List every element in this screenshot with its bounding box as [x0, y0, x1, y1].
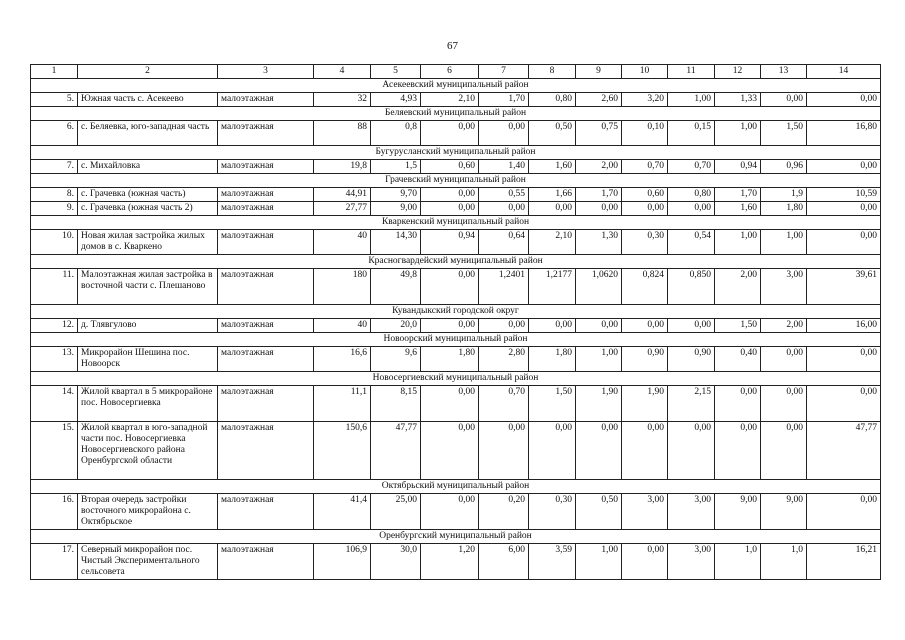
value-cell: 1,50: [529, 386, 576, 422]
value-cell: 3,00: [761, 269, 807, 305]
value-cell: 1,30: [576, 230, 622, 255]
value-cell: 1,00: [668, 93, 715, 107]
table-row: [31, 494, 881, 530]
row-number-cell: 7.: [31, 160, 78, 174]
row-number-cell: 5.: [31, 93, 78, 107]
value-cell: 0,00: [622, 319, 668, 333]
value-cell: 0,00: [529, 422, 576, 480]
column-number-cell: 3: [218, 65, 314, 79]
table-row: [31, 269, 881, 305]
row-number-cell: 8.: [31, 188, 78, 202]
value-cell: 10,59: [807, 188, 881, 202]
row-number-cell: 13.: [31, 347, 78, 372]
building-type-cell: малоэтажная: [218, 269, 314, 305]
table-row: [31, 121, 881, 146]
column-number-cell: 2: [78, 65, 218, 79]
object-name-cell: Вторая очередь застройки восточного микрорайона с. Октябрьское: [78, 494, 218, 530]
value-cell: 1,50: [715, 319, 761, 333]
value-cell: 0,00: [421, 422, 479, 480]
value-cell: 1,80: [421, 347, 479, 372]
value-cell: 20,0: [371, 319, 421, 333]
column-number-cell: 9: [576, 65, 622, 79]
object-name-cell: Новая жилая застройка жилых домов в с. Кваркено: [78, 230, 218, 255]
value-cell: 0,00: [807, 386, 881, 422]
section-title: Октябрьский муниципальный район: [31, 480, 881, 494]
value-cell: 0,70: [668, 160, 715, 174]
building-type-cell: малоэтажная: [218, 230, 314, 255]
table-row: [31, 422, 881, 480]
row-number-cell: 17.: [31, 544, 78, 580]
value-cell: 0,20: [479, 494, 529, 530]
object-name-cell: Южная часть с. Асекеево: [78, 93, 218, 107]
building-type-cell: малоэтажная: [218, 319, 314, 333]
value-cell: 40: [314, 319, 371, 333]
table-row: [31, 347, 881, 372]
value-cell: 0,00: [622, 422, 668, 480]
value-cell: 88: [314, 121, 371, 146]
value-cell: 2,00: [715, 269, 761, 305]
value-cell: 0,00: [576, 202, 622, 216]
row-number-cell: 9.: [31, 202, 78, 216]
value-cell: 25,00: [371, 494, 421, 530]
value-cell: 30,0: [371, 544, 421, 580]
section-row: [31, 255, 881, 269]
value-cell: 0,00: [421, 494, 479, 530]
column-number-cell: 14: [807, 65, 881, 79]
value-cell: 0,00: [761, 386, 807, 422]
column-number-cell: 12: [715, 65, 761, 79]
row-number-cell: 12.: [31, 319, 78, 333]
table-row: [31, 319, 881, 333]
value-cell: 1,5: [371, 160, 421, 174]
section-row: [31, 305, 881, 319]
value-cell: 0,00: [807, 202, 881, 216]
value-cell: 0,00: [668, 202, 715, 216]
value-cell: 0,00: [807, 347, 881, 372]
value-cell: 16,6: [314, 347, 371, 372]
object-name-cell: Жилой квартал в 5 микрорайоне пос. Новосергиевка: [78, 386, 218, 422]
column-number-cell: 8: [529, 65, 576, 79]
value-cell: 19,8: [314, 160, 371, 174]
object-name-cell: Северный микрорайон пос. Чистый Экспериментального сельсовета: [78, 544, 218, 580]
value-cell: 4,93: [371, 93, 421, 107]
value-cell: 0,00: [761, 422, 807, 480]
value-cell: 0,00: [479, 202, 529, 216]
row-number-cell: 10.: [31, 230, 78, 255]
value-cell: 1,0620: [576, 269, 622, 305]
column-number-cell: 7: [479, 65, 529, 79]
value-cell: 1,60: [715, 202, 761, 216]
value-cell: 0,00: [807, 230, 881, 255]
table-row: [31, 386, 881, 422]
column-number-row: [31, 65, 881, 79]
building-type-cell: малоэтажная: [218, 347, 314, 372]
section-row: [31, 480, 881, 494]
value-cell: 1,80: [761, 202, 807, 216]
value-cell: 0,70: [622, 160, 668, 174]
value-cell: 0,54: [668, 230, 715, 255]
value-cell: 0,30: [529, 494, 576, 530]
value-cell: 1,60: [529, 160, 576, 174]
value-cell: 2,10: [529, 230, 576, 255]
value-cell: 0,94: [421, 230, 479, 255]
building-type-cell: малоэтажная: [218, 160, 314, 174]
value-cell: 0,60: [421, 160, 479, 174]
value-cell: 1,00: [715, 121, 761, 146]
object-name-cell: с. Михайловка: [78, 160, 218, 174]
object-name-cell: Малоэтажная жилая застройка в восточной части с. Плешаново: [78, 269, 218, 305]
value-cell: 0,00: [622, 202, 668, 216]
value-cell: 9,00: [761, 494, 807, 530]
table-row: [31, 544, 881, 580]
value-cell: 106,9: [314, 544, 371, 580]
table-row: [31, 188, 881, 202]
section-row: [31, 174, 881, 188]
section-row: [31, 107, 881, 121]
value-cell: 0,90: [622, 347, 668, 372]
value-cell: 3,59: [529, 544, 576, 580]
section-title: Асекеевский муниципальный район: [31, 79, 881, 93]
value-cell: 1,80: [529, 347, 576, 372]
value-cell: 0,55: [479, 188, 529, 202]
value-cell: 16,80: [807, 121, 881, 146]
section-title: Беляевский муниципальный район: [31, 107, 881, 121]
section-row: [31, 216, 881, 230]
value-cell: 9,6: [371, 347, 421, 372]
value-cell: 0,90: [668, 347, 715, 372]
section-title: Кваркенский муниципальный район: [31, 216, 881, 230]
value-cell: 1,0: [715, 544, 761, 580]
value-cell: 180: [314, 269, 371, 305]
object-name-cell: д. Тлявгулово: [78, 319, 218, 333]
section-title: Новосергиевский муниципальный район: [31, 372, 881, 386]
value-cell: 0,824: [622, 269, 668, 305]
value-cell: 0,30: [622, 230, 668, 255]
value-cell: 0,10: [622, 121, 668, 146]
value-cell: 47,77: [807, 422, 881, 480]
value-cell: 1,40: [479, 160, 529, 174]
table-row: [31, 93, 881, 107]
building-type-cell: малоэтажная: [218, 188, 314, 202]
value-cell: 14,30: [371, 230, 421, 255]
value-cell: 0,00: [529, 319, 576, 333]
building-type-cell: малоэтажная: [218, 544, 314, 580]
value-cell: 0,80: [668, 188, 715, 202]
value-cell: 1,66: [529, 188, 576, 202]
value-cell: 0,50: [529, 121, 576, 146]
value-cell: 41,4: [314, 494, 371, 530]
value-cell: 1,70: [479, 93, 529, 107]
building-type-cell: малоэтажная: [218, 93, 314, 107]
value-cell: 1,90: [622, 386, 668, 422]
section-title: Оренбургский муниципальный район: [31, 530, 881, 544]
value-cell: 1,90: [576, 386, 622, 422]
value-cell: 1,50: [761, 121, 807, 146]
column-number-cell: 1: [31, 65, 78, 79]
value-cell: 0,40: [715, 347, 761, 372]
value-cell: 0,00: [576, 422, 622, 480]
value-cell: 0,00: [479, 319, 529, 333]
value-cell: 1,00: [576, 347, 622, 372]
building-type-cell: малоэтажная: [218, 121, 314, 146]
value-cell: 0,00: [421, 202, 479, 216]
value-cell: 0,50: [576, 494, 622, 530]
building-type-cell: малоэтажная: [218, 202, 314, 216]
row-number-cell: 6.: [31, 121, 78, 146]
value-cell: 0,00: [576, 319, 622, 333]
value-cell: 1,9: [761, 188, 807, 202]
value-cell: 2,00: [761, 319, 807, 333]
value-cell: 0,94: [715, 160, 761, 174]
section-row: [31, 146, 881, 160]
table-body: [31, 65, 881, 580]
value-cell: 0,96: [761, 160, 807, 174]
value-cell: 0,00: [421, 319, 479, 333]
value-cell: 2,60: [576, 93, 622, 107]
table-row: [31, 230, 881, 255]
value-cell: 6,00: [479, 544, 529, 580]
table-row: [31, 160, 881, 174]
section-row: [31, 530, 881, 544]
value-cell: 8,15: [371, 386, 421, 422]
value-cell: 1,2177: [529, 269, 576, 305]
row-number-cell: 16.: [31, 494, 78, 530]
value-cell: 0,00: [479, 121, 529, 146]
value-cell: 0,00: [761, 347, 807, 372]
value-cell: 0,75: [576, 121, 622, 146]
value-cell: 9,00: [371, 202, 421, 216]
value-cell: 0,8: [371, 121, 421, 146]
housing-table: [30, 64, 881, 580]
section-title: Кувандыкский городской округ: [31, 305, 881, 319]
section-title: Красногвардейский муниципальный район: [31, 255, 881, 269]
value-cell: 0,80: [529, 93, 576, 107]
section-title: Грачевский муниципальный район: [31, 174, 881, 188]
value-cell: 32: [314, 93, 371, 107]
value-cell: 0,850: [668, 269, 715, 305]
value-cell: 0,00: [421, 121, 479, 146]
object-name-cell: Жилой квартал в юго-западной части пос. Новосергиевка Новосергиевского района Оренбургской области: [78, 422, 218, 480]
value-cell: 16,00: [807, 319, 881, 333]
value-cell: 1,00: [761, 230, 807, 255]
value-cell: 1,33: [715, 93, 761, 107]
value-cell: 0,00: [479, 422, 529, 480]
section-row: [31, 79, 881, 93]
value-cell: 49,8: [371, 269, 421, 305]
value-cell: 1,70: [576, 188, 622, 202]
value-cell: 1,00: [576, 544, 622, 580]
value-cell: 0,15: [668, 121, 715, 146]
column-number-cell: 11: [668, 65, 715, 79]
value-cell: 9,70: [371, 188, 421, 202]
value-cell: 2,10: [421, 93, 479, 107]
table-row: [31, 202, 881, 216]
value-cell: 2,80: [479, 347, 529, 372]
value-cell: 0,00: [622, 544, 668, 580]
value-cell: 11,1: [314, 386, 371, 422]
column-number-cell: 6: [421, 65, 479, 79]
value-cell: 0,00: [529, 202, 576, 216]
value-cell: 3,00: [622, 494, 668, 530]
value-cell: 0,00: [761, 93, 807, 107]
value-cell: 0,00: [807, 494, 881, 530]
value-cell: 3,00: [668, 544, 715, 580]
value-cell: 1,70: [715, 188, 761, 202]
value-cell: 1,00: [715, 230, 761, 255]
value-cell: 0,64: [479, 230, 529, 255]
section-title: Новоорский муниципальный район: [31, 333, 881, 347]
section-row: [31, 372, 881, 386]
value-cell: 0,00: [668, 319, 715, 333]
value-cell: 1,20: [421, 544, 479, 580]
object-name-cell: с. Грачевка (южная часть): [78, 188, 218, 202]
value-cell: 16,21: [807, 544, 881, 580]
value-cell: 9,00: [715, 494, 761, 530]
object-name-cell: с. Грачевка (южная часть 2): [78, 202, 218, 216]
value-cell: 1,0: [761, 544, 807, 580]
value-cell: 44,91: [314, 188, 371, 202]
value-cell: 0,00: [421, 269, 479, 305]
value-cell: 0,00: [807, 160, 881, 174]
value-cell: 0,00: [421, 188, 479, 202]
value-cell: 0,00: [668, 422, 715, 480]
value-cell: 47,77: [371, 422, 421, 480]
value-cell: 0,60: [622, 188, 668, 202]
value-cell: 2,15: [668, 386, 715, 422]
value-cell: 40: [314, 230, 371, 255]
page-number: 67: [447, 40, 458, 52]
value-cell: 1,2401: [479, 269, 529, 305]
value-cell: 150,6: [314, 422, 371, 480]
row-number-cell: 15.: [31, 422, 78, 480]
object-name-cell: с. Беляевка, юго-западная часть: [78, 121, 218, 146]
value-cell: 3,20: [622, 93, 668, 107]
section-row: [31, 333, 881, 347]
value-cell: 27,77: [314, 202, 371, 216]
building-type-cell: малоэтажная: [218, 422, 314, 480]
value-cell: 2,00: [576, 160, 622, 174]
section-title: Бугурусланский муниципальный район: [31, 146, 881, 160]
building-type-cell: малоэтажная: [218, 386, 314, 422]
value-cell: 0,00: [421, 386, 479, 422]
value-cell: 0,00: [715, 386, 761, 422]
value-cell: 39,61: [807, 269, 881, 305]
column-number-cell: 13: [761, 65, 807, 79]
row-number-cell: 11.: [31, 269, 78, 305]
value-cell: 0,00: [715, 422, 761, 480]
value-cell: 0,00: [807, 93, 881, 107]
value-cell: 3,00: [668, 494, 715, 530]
column-number-cell: 5: [371, 65, 421, 79]
column-number-cell: 10: [622, 65, 668, 79]
row-number-cell: 14.: [31, 386, 78, 422]
building-type-cell: малоэтажная: [218, 494, 314, 530]
column-number-cell: 4: [314, 65, 371, 79]
object-name-cell: Микрорайон Шешина пос. Новоорск: [78, 347, 218, 372]
value-cell: 0,70: [479, 386, 529, 422]
